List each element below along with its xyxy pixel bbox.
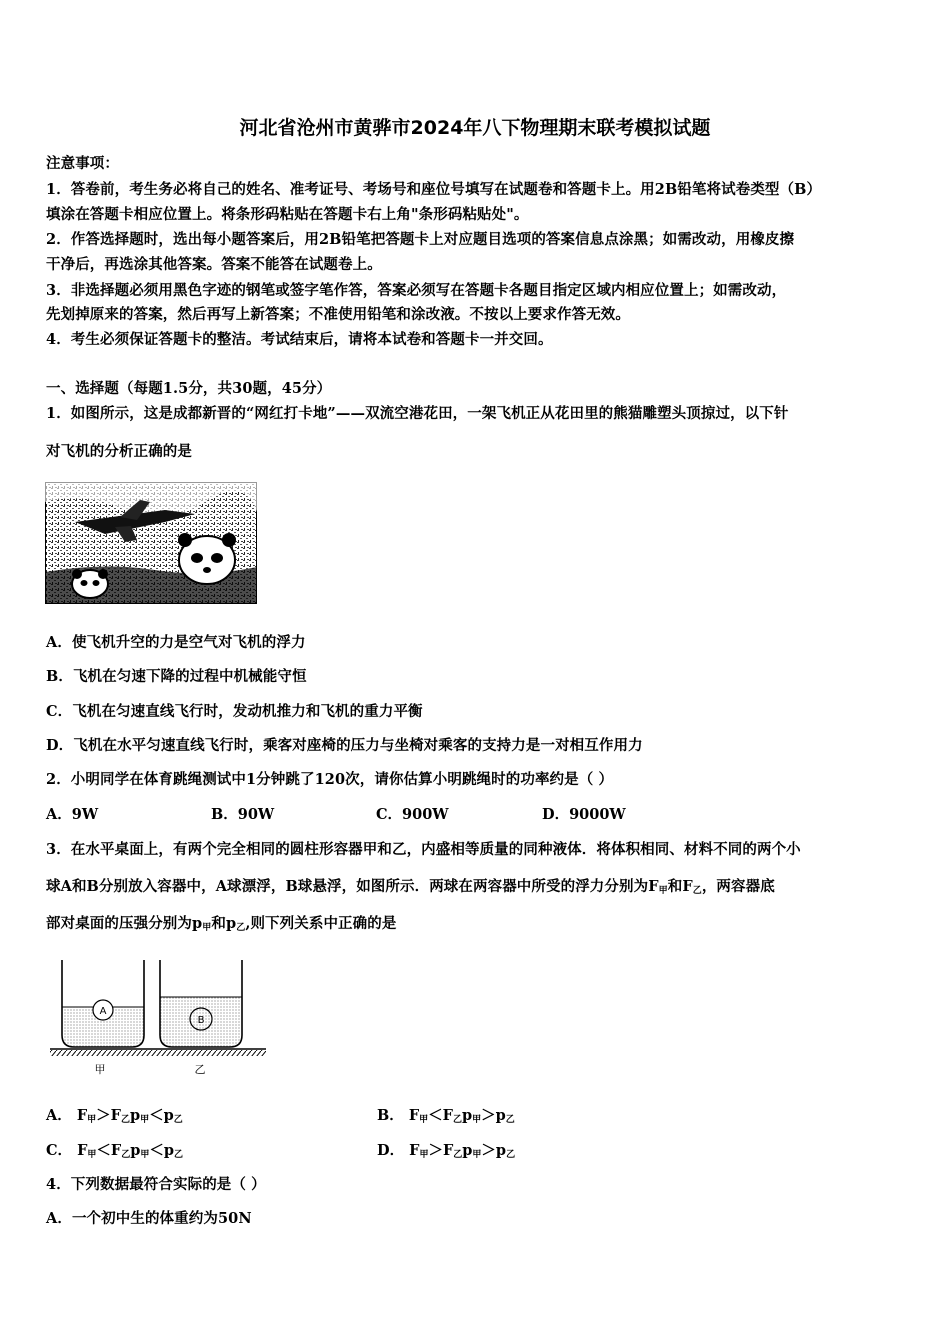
q1-photo-airplane-panda (45, 482, 257, 604)
q3-option-b: B． $F_甲<F_乙p_甲>p_乙$ (377, 1107, 515, 1125)
q2-option-c: C．900W (376, 806, 449, 823)
q2-option-d: D．9000W (542, 806, 626, 823)
q3-option-a: A． $F_甲>F_乙p_甲<p_乙$ (46, 1107, 183, 1125)
q1-stem-cont: 对飞机的分析正确的是 (46, 443, 192, 460)
q1-option-c: C．飞机在匀速直线飞行时，发动机推力和飞机的重力平衡 (46, 703, 423, 720)
q2-option-b: B．90W (211, 806, 275, 823)
page-title: 河北省沧州市黄骅市2024年八下物理期末联考模拟试题 (239, 117, 711, 139)
notice-line: 干净后，再选涂其他答案。答案不能答在试题卷上。 (46, 256, 382, 273)
q3-option-c: C． $F_甲<F_乙p_甲<p_乙$ (46, 1142, 184, 1160)
q3-containers-diagram (46, 955, 271, 1080)
q1-option-d: D．飞机在水平匀速直线飞行时，乘客对座椅的压力与坐椅对乘客的支持力是一对相互作用力 (46, 737, 643, 754)
q3-stem-cont: 球A和B分别放入容器中，A球漂浮，B球悬浮，如图所示．两球在两容器中所受的浮力分别为$F_甲$和$F_乙$，两容器底 (46, 878, 775, 896)
container-jia-label: 甲 (94, 1063, 106, 1076)
notice-line: 先划掉原来的答案，然后再写上新答案；不准使用铅笔和涂改液。不按以上要求作答无效。 (46, 306, 630, 323)
q1-option-b: B．飞机在匀速下降的过程中机械能守恒 (46, 668, 307, 685)
section-heading: 一、选择题（每题1.5分，共30题，45分） (46, 380, 332, 397)
q2-option-a: A．9W (46, 806, 99, 823)
q3-stem: 3．在水平桌面上，有两个完全相同的圆柱形容器甲和乙，内盛相等质量的同种液体．将体积相同、材料不同的两个小 (46, 841, 801, 858)
q3-stem-cont: 部对桌面的压强分别为$p_甲$和$p_乙$,则下列关系中正确的是 (46, 915, 397, 933)
q4-option-a: A．一个初中生的体重约为50N (46, 1210, 252, 1227)
q4-stem: 4．下列数据最符合实际的是（ ） (46, 1176, 266, 1193)
notice-line: 4．考生必须保证答题卡的整洁。考试结束后，请将本试卷和答题卡一并交回。 (46, 331, 553, 348)
notice-heading: 注意事项： (46, 155, 119, 172)
q1-stem: 1．如图所示，这是成都新晋的“网红打卡地”——双流空港花田，一架飞机正从花田里的熊猫雕塑头顶掠过，以下针 (46, 405, 789, 422)
ball-a-label: A (99, 1006, 107, 1017)
container-yi-label: 乙 (194, 1063, 206, 1076)
q3-option-d: D． $F_甲>F_乙p_甲>p_乙$ (377, 1142, 516, 1160)
notice-line: 填涂在答题卡相应位置上。将条形码粘贴在答题卡右上角"条形码粘贴处"。 (46, 206, 529, 223)
q2-stem: 2．小明同学在体育跳绳测试中1分钟跳了120次，请你估算小明跳绳时的功率约是（ ） (46, 771, 614, 788)
ball-b-label: B (197, 1015, 205, 1026)
notice-line: 2．作答选择题时，选出每小题答案后，用2B铅笔把答题卡上对应题目选项的答案信息点涂黑；如需改动，用橡皮擦 (46, 231, 795, 248)
notice-line: 3．非选择题必须用黑色字迹的钢笔或签字笔作答，答案必须写在答题卡各题目指定区域内相应位置上；如需改动， (46, 282, 787, 299)
notice-line: 1．答卷前，考生务必将自己的姓名、准考证号、考场号和座位号填写在试题卷和答题卡上。用2B铅笔将试卷类型（B） (46, 181, 822, 198)
q1-option-a: A．使飞机升空的力是空气对飞机的浮力 (46, 634, 306, 651)
